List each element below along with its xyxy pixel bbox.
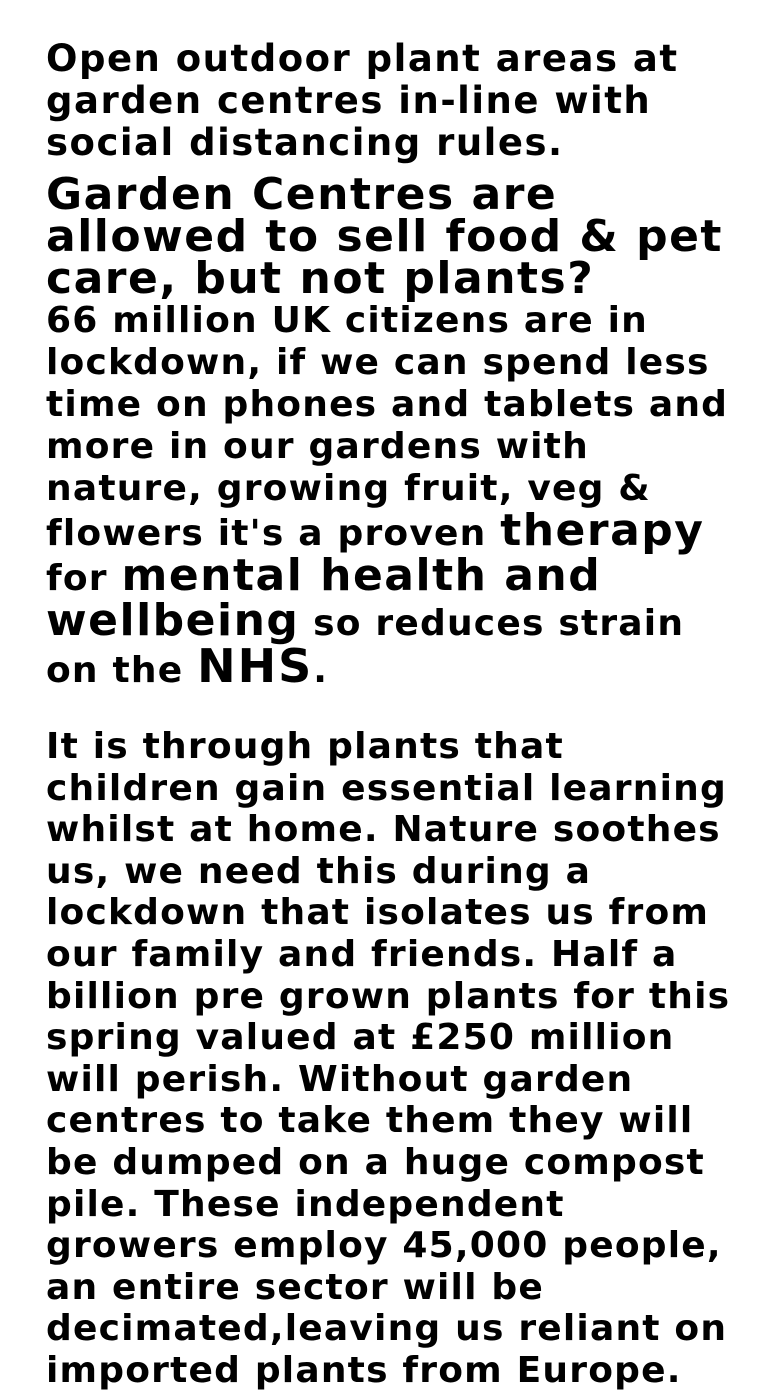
paragraph-reduces: so reduces strain on the <box>46 603 685 691</box>
emphasis-mental-health: mental health and wellbeing <box>46 550 602 646</box>
period: . <box>313 650 329 691</box>
word-for: for <box>46 558 108 599</box>
main-heading: Garden Centres are allowed to sell food & pet care, but not plants? <box>46 169 723 304</box>
document-body <box>46 38 746 1392</box>
emphasis-nhs: NHS <box>197 639 314 693</box>
emphasis-therapy: therapy <box>500 505 705 556</box>
paragraph-intro: 66 million UK citizens are in lockdown, if we can spend less time on phones and tablets and more in our gardens with nature, growing fruit, veg & flowers it's a proven <box>46 300 729 554</box>
subtitle-heading: Open outdoor plant areas at garden centres in-line with social distancing rules. <box>46 37 679 164</box>
paragraph-plants-economy: It is through plants that children gain essential learning whilst at home. Nature soothes us, we need this during a lockdown that isolates us from our family and friends. Half a billion pre grown plants for this spring valued at £250 million will perish. Without garden centres to take them they will be dumped on a huge compost pile. These independent growers employ 45,000 people, an entire sector will be decimated,leaving us reliant on imported plants from Europe. <box>46 726 731 1391</box>
paragraph-mental-health <box>46 300 746 692</box>
